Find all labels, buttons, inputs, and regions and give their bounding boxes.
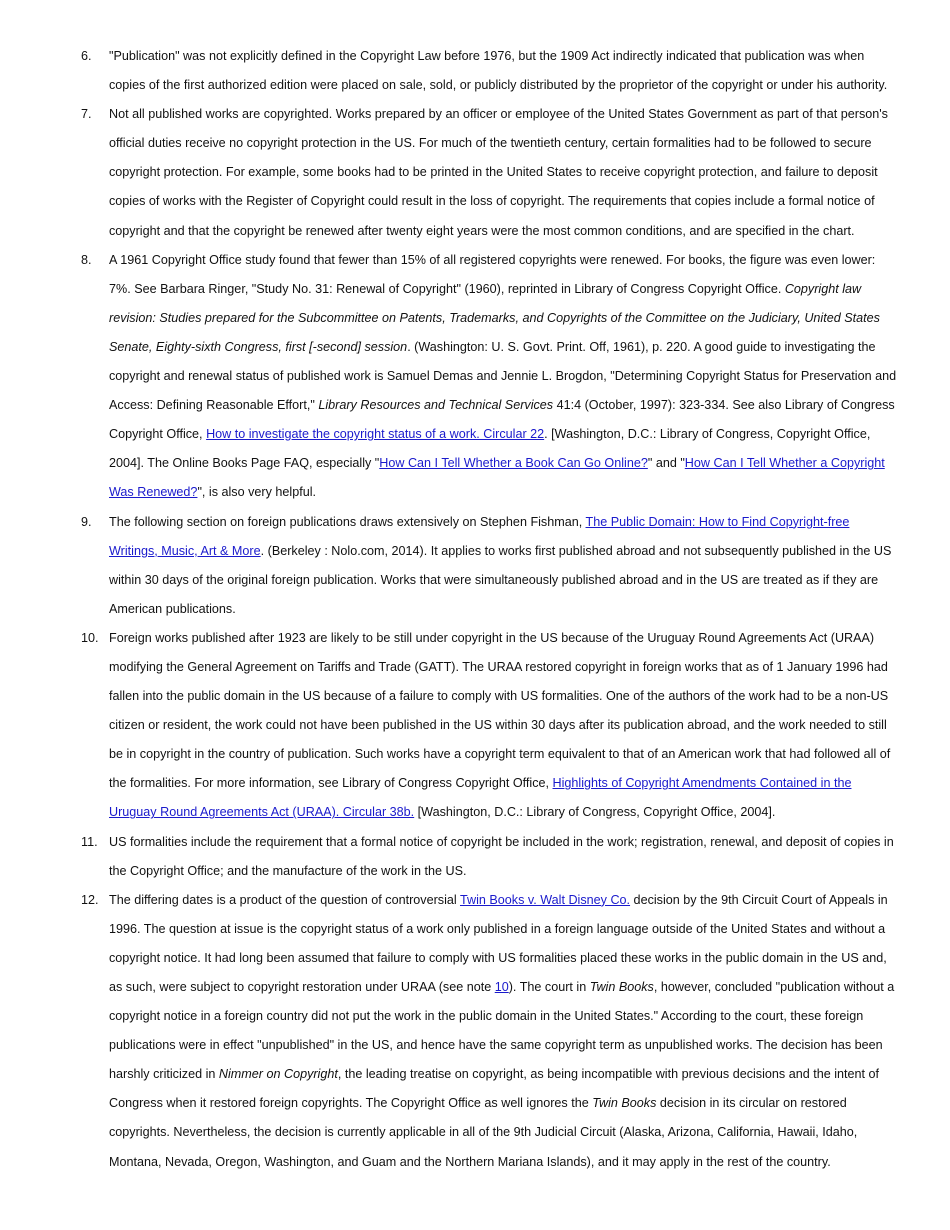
endnote-number: 10. bbox=[81, 630, 99, 645]
note-text-run: decision in its circular on restored copyrights. Nevertheless, the decision is currently applicable in all of the 9th Judicial Circuit (Alaska, Arizona, California, Hawaii, Idaho, Montana, Nevada, Oregon, Washington, and Guam and the Northern Mariana Islands), and it may apply in the rest of the country. bbox=[109, 1096, 858, 1169]
endnote-10 bbox=[81, 624, 900, 828]
citation-link[interactable]: How to investigate the copyright status of a work. Circular 22 bbox=[206, 427, 545, 442]
note-text-run: ", is also very helpful. bbox=[197, 485, 317, 500]
note-text-run: The following section on foreign publications draws extensively on Stephen Fishman, bbox=[109, 514, 586, 529]
endnote-number: 9. bbox=[81, 514, 92, 529]
endnote-text bbox=[109, 835, 894, 878]
endnote-number: 8. bbox=[81, 252, 92, 267]
note-text-run: Not all published works are copyrighted. Works prepared by an officer or employee of the United States Government as part of that person's official duties receive no copyright protection in the US. For much of the twentieth century, certain formalities had to be followed to secure copyright protection. For example, some books had to be printed in the United States to receive copyright protection, and failure to deposit copies of works with the Register of Copyright could result in the loss of copyright. The requirements that copies include a formal notice of copyright and that the copyright be renewed after twenty eight years were the most common conditions, and are specified in the chart. bbox=[109, 107, 888, 238]
note-text-run: " and " bbox=[647, 456, 685, 471]
endnote-number: 7. bbox=[81, 107, 92, 122]
endnote-text bbox=[109, 893, 894, 1169]
note-text-run: US formalities include the requirement that a formal notice of copyright be included in the work; registration, renewal, and deposit of copies in the Copyright Office; and the manufacture of the work in the US. bbox=[109, 834, 894, 878]
note-text-run: . (Washington: U. S. Govt. Print. Off, 1961), p. 220. A good guide to investigating the copyright and renewal status of published work is Samuel Demas and Jennie L. Brogdon, "Determining Copyright Status for Preservation and Access: Defining Reasonable Effort," bbox=[109, 339, 897, 413]
note-text-run: A 1961 Copyright Office study found that fewer than 15% of all registered copyrights were renewed. For books, the figure was even lower: 7%. See Barbara Ringer, "Study No. 31: Renewal of Copyright" (1960), reprinted in Library of Congress Copyright Office. bbox=[109, 252, 876, 296]
note-text-run: 41:4 (October, 1997): 323-334. See also Library of Congress Copyright Office, bbox=[109, 398, 895, 442]
citation-link[interactable]: How Can I Tell Whether a Book Can Go Online? bbox=[379, 456, 648, 471]
note-text-run: ). The court in bbox=[508, 980, 590, 994]
endnote-6 bbox=[81, 42, 900, 100]
endnote-12 bbox=[81, 886, 900, 1177]
note-text-run: Foreign works published after 1923 are likely to be still under copyright in the US because of the Uruguay Round Agreements Act (URAA) modifying the General Agreement on Tariffs and Trade (GATT). The URAA restored copyright in foreign works that as of 1 January 1996 had fallen into the public domain in the US because of a failure to comply with US formalities. One of the authors of the work had to be a non-US citizen or resident, the work could not have been published in the US within 30 days after its publication abroad, and the work needed to still be in copyright in the country of publication. Such works have a copyright term equivalent to that of an American work that had followed all of the formalities. For more information, see Library of Congress Copyright Office, bbox=[109, 630, 891, 791]
italic-title: Twin Books bbox=[589, 980, 654, 994]
endnote-7 bbox=[81, 100, 900, 245]
citation-link[interactable]: 10 bbox=[494, 980, 509, 994]
italic-title: Nimmer on Copyright bbox=[218, 1067, 338, 1082]
citation-link[interactable]: Twin Books v. Walt Disney Co. bbox=[459, 892, 631, 907]
endnote-8 bbox=[81, 246, 900, 508]
endnote-text bbox=[109, 515, 891, 616]
endnote-number: 12. bbox=[81, 892, 99, 907]
endnotes-list bbox=[81, 42, 900, 1177]
note-text-run: . [Washington, D.C.: Library of Congress, Copyright Office, 2004]. The Online Books Page FAQ, especially " bbox=[109, 427, 871, 471]
citation-link[interactable]: How Can I Tell Whether a Copyright Was Renewed? bbox=[109, 456, 885, 500]
endnote-11 bbox=[81, 828, 900, 886]
italic-title: Library Resources and Technical Services bbox=[318, 398, 554, 413]
italic-title: Copyright law revision: Studies prepared for the Subcommittee on Patents, Trademarks, and Copyrights of the Committee on the Judiciary, United States Senate, Eighty-sixth Congress, first [-second] session bbox=[109, 281, 880, 354]
endnote-text bbox=[109, 631, 890, 820]
endnote-text bbox=[109, 253, 896, 500]
endnote-number: 6. bbox=[81, 49, 92, 63]
endnote-text bbox=[109, 49, 887, 92]
note-text-run: , the leading treatise on copyright, as being incompatible with previous decisions and the intent of Congress when it restored foreign copyrights. The Copyright Office as well ignores the bbox=[109, 1067, 880, 1111]
endnote-number: 11. bbox=[81, 834, 98, 849]
note-text-run: [Washington, D.C.: Library of Congress, Copyright Office, 2004]. bbox=[414, 805, 776, 820]
note-text-run: decision by the 9th Circuit Court of Appeals in 1996. The question at issue is the copyright status of a work only published in a foreign language outside of the United States and without a copyright notice. It had long been assumed that failure to comply with US formalities placed these works in the public domain in the US and, as such, were subject to copyright restoration under URAA (see note bbox=[109, 892, 888, 994]
note-text-run: . (Berkeley : Nolo.com, 2014). It applies to works first published abroad and not subsequently published in the US within 30 days of the original foreign publication. Works that were simultaneously published abroad and in the US are treated as if they are American publications. bbox=[109, 543, 892, 616]
note-text-run: The differing dates is a product of the question of controversial bbox=[109, 892, 460, 907]
note-text-run: , however, concluded "publication without a copyright notice in a foreign country did not put the work in the public domain in the United States." According to the court, these foreign publications were in effect "unpublished" in the US, and hence have the same copyright term as unpublished works. The decision has been harshly criticized in bbox=[109, 980, 895, 1082]
italic-title: Twin Books bbox=[592, 1096, 657, 1111]
note-text-run: "Publication" was not explicitly defined in the Copyright Law before 1976, but the 1909 Act indirectly indicated that publication was when copies of the first authorized edition were placed on sale, sold, or publicly distributed by the proprietor of the copyright or under his authority. bbox=[109, 49, 888, 93]
citation-link[interactable]: Highlights of Copyright Amendments Contained in the Uruguay Round Agreements Act (URAA). Circular 38b. bbox=[109, 776, 852, 820]
endnote-text bbox=[109, 107, 888, 237]
citation-link[interactable]: The Public Domain: How to Find Copyright-free Writings, Music, Art & More bbox=[109, 514, 850, 558]
endnote-9 bbox=[81, 508, 900, 624]
